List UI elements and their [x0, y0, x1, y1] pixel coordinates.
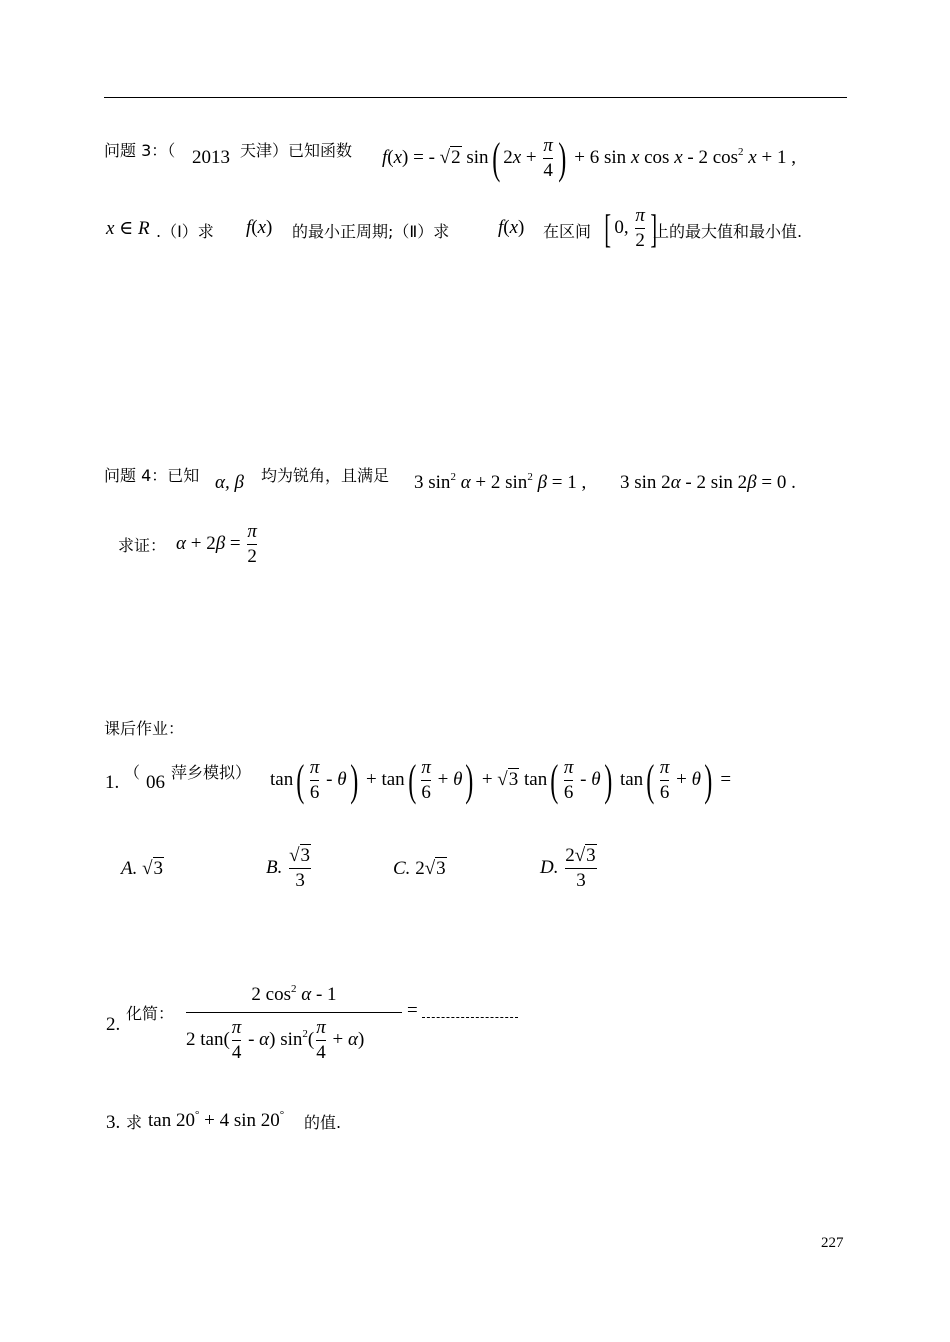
q3-part3: 在区间 — [543, 222, 592, 241]
hw2-answer-blank[interactable]: = — [407, 1000, 518, 1022]
header-rule — [104, 97, 847, 98]
q4-condition-text: 均为锐角，且满足 — [261, 466, 390, 485]
q4-prove-label: 求证： — [118, 536, 167, 555]
q4-prove-formula: α + 2β = $\frac{\pi}{2}$ — [176, 521, 257, 568]
hw1-paren: （ — [124, 763, 141, 782]
hw1-option-b: B. $\frac{√3}{3}$ — [266, 845, 311, 892]
hw3-number: 3. — [106, 1112, 121, 1133]
q3-year: 2013 — [192, 147, 230, 168]
hw1-source: 萍乡模拟） — [171, 763, 252, 782]
q4-vars: α, β — [215, 472, 244, 493]
hw2-numerator: 2 $\cos^2 \alpha - 1$ — [251, 983, 337, 1005]
hw2-label: 化简： — [126, 1004, 175, 1023]
q3-fx-1: f(x) — [246, 217, 273, 238]
hw3-pre: 求 — [126, 1113, 143, 1132]
page-number: 227 — [821, 1235, 844, 1251]
hw2-number: 2. — [106, 1014, 121, 1035]
hw2-fraction-bar — [186, 1012, 402, 1013]
q3-fx-2: f(x) — [498, 217, 525, 238]
homework-title: 课后作业： — [104, 719, 185, 738]
hw1-year: 06 — [146, 772, 165, 793]
q4-label: 问题 4：已知 — [104, 466, 200, 485]
q3-part1: .（Ⅰ）求 — [156, 222, 214, 241]
hw1-option-a: A. √3 — [121, 858, 164, 879]
hw1-option-d: D. $\frac{2√3}{3}$ — [540, 845, 596, 892]
hw3-formula: tan 20° + 4 sin 20° — [148, 1109, 285, 1131]
hw1-expression: tan( $\frac{\pi}{6}$ - θ) + tan( $\frac{\pi}{6}$ + θ) + √3 tan( $\frac{\pi}{6}$ - θ) tan( $\frac{\pi}{6}$ + θ) = — [270, 755, 732, 805]
hw1-option-c: C. 2√3 — [393, 858, 446, 879]
q3-part2: 的最小正周期;（Ⅱ）求 — [292, 222, 450, 241]
hw1-number: 1. — [105, 772, 120, 793]
hw2-denominator: 2 tan( $\frac{\pi}{4}$ - α) $\sin^2$( $\frac{\pi}{4}$ + α) — [186, 1017, 365, 1064]
q3-part4: 上的最大值和最小值. — [653, 222, 803, 241]
q3-source: 天津）已知函数 — [240, 141, 353, 160]
q4-equation-2: 3 sin 2α - 2 sin 2β = 0 . — [620, 472, 796, 493]
q3-label: 问题 3：（ — [104, 141, 176, 160]
hw3-post: 的值. — [304, 1113, 342, 1132]
q3-interval: [ 0, $\frac{\pi}{2}$ ] — [604, 205, 657, 252]
q3-domain: x ∈ R — [106, 218, 150, 239]
q4-equation-1: 3 $\sin^2 \alpha + 2$ $\sin^2 \beta = 1$ , — [414, 471, 587, 493]
q3-function-formula: f(x) = - √2 sin( 2x + $\frac{\pi}{4}$ ) + 6 sin x cos x - 2 $\cos^2 x + 1$ , — [382, 133, 796, 183]
